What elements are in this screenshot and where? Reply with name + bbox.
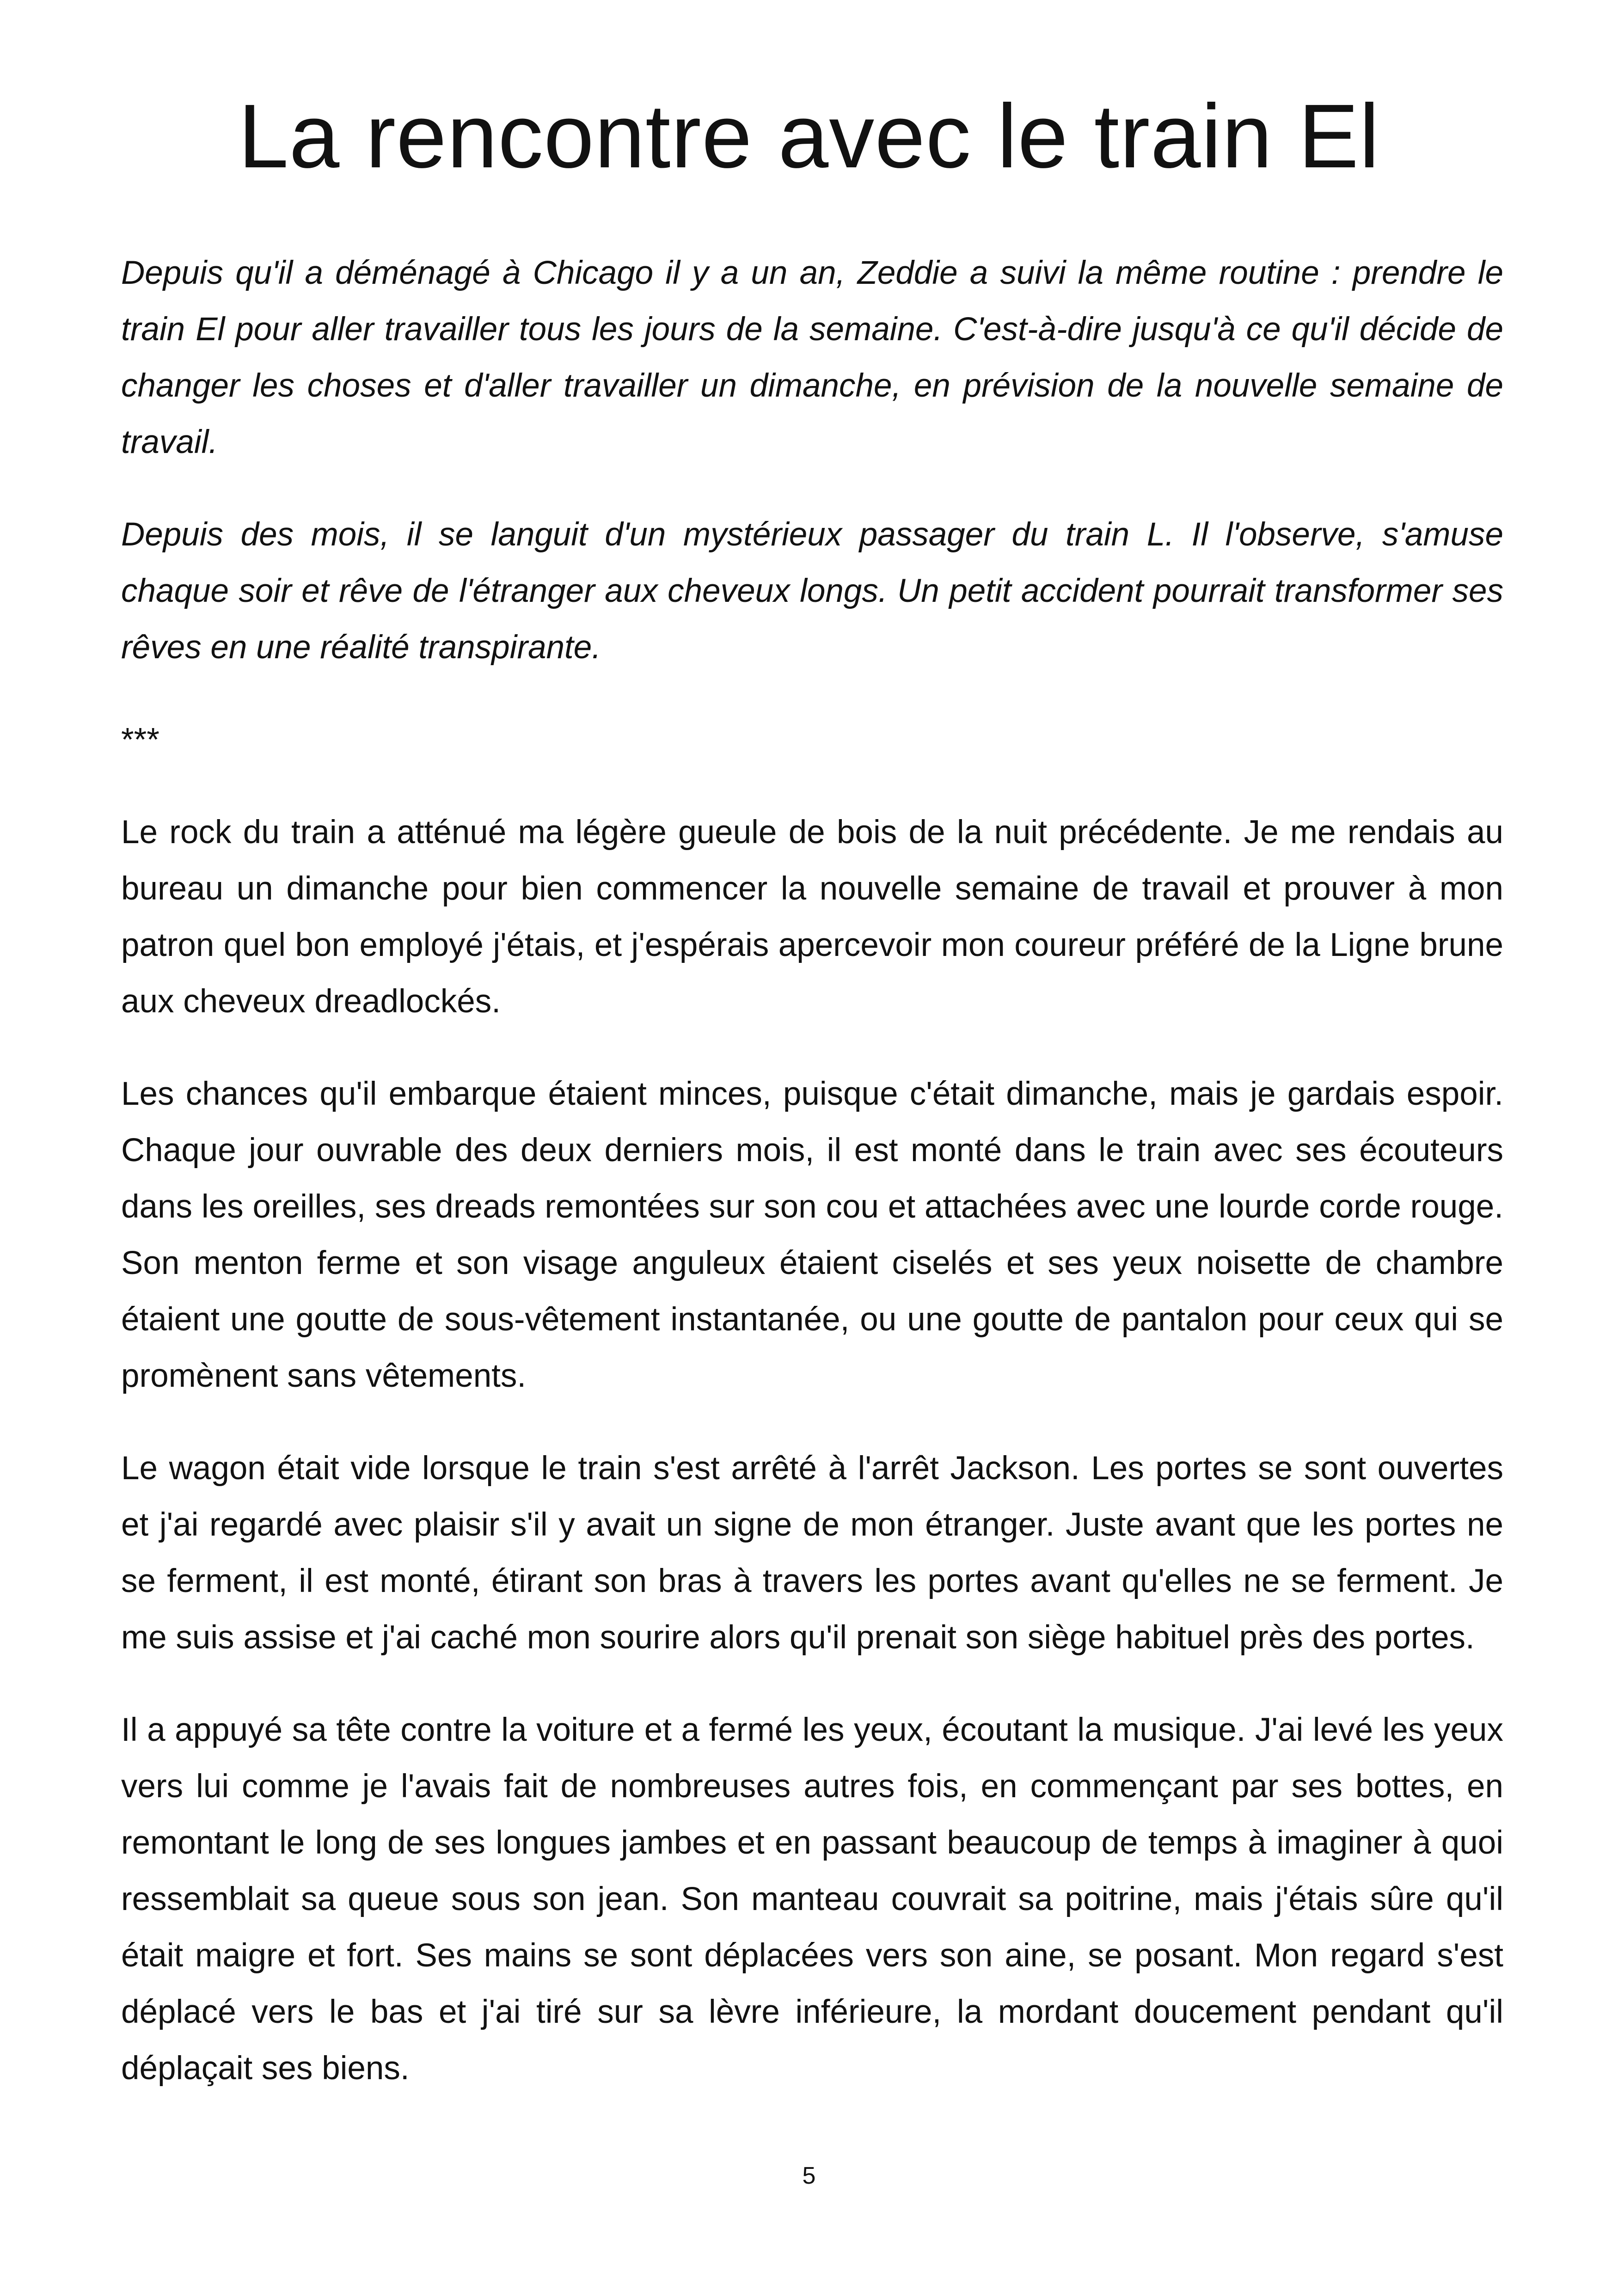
body-paragraph-4: Il a appuyé sa tête contre la voiture et a fermé les yeux, écoutant la musique. J'ai levé les yeux vers lui comme je l'avais fait de nombreuses autres fois, en commençant par ses bottes, en remontant le long de ses longues jambes et en passant beaucoup de temps à imaginer à quoi ressemblait sa queue sous son jean. Son manteau couvrait sa poitrine, mais j'étais sûre qu'il était maigre et fort. Ses mains se sont déplacées vers son aine, se posant. Mon regard s'est déplacé vers le bas et j'ai tiré sur sa lèvre inférieure, la mordant doucement pendant qu'il déplaçait ses biens. bbox=[121, 1712, 1503, 2087]
section-separator: *** bbox=[121, 722, 159, 758]
body-paragraph-2: Les chances qu'il embarque étaient minces, puisque c'était dimanche, mais je gardais espoir. Chaque jour ouvrable des deux derniers mois, il est monté dans le train avec ses écouteurs dans les oreilles, ses dreads remontées sur son cou et attachées avec une lourde corde rouge. Son menton ferme et son visage anguleux étaient ciselés et ses yeux noisette de chambre étaient une goutte de sous-vêtement instantanée, ou une goutte de pantalon pour ceux qui se promènent sans vêtements. bbox=[121, 1076, 1503, 1394]
page-number: 5 bbox=[802, 2162, 816, 2189]
body-paragraph-3: Le wagon était vide lorsque le train s'est arrêté à l'arrêt Jackson. Les portes se sont ouvertes et j'ai regardé avec plaisir s'il y avait un signe de mon étranger. Juste avant que les portes ne se ferment, il est monté, étirant son bras à travers les portes avant qu'elles ne se ferment. Je me suis assise et j'ai caché mon sourire alors qu'il prenait son siège habituel près des portes. bbox=[121, 1450, 1503, 1656]
chapter-title: La rencontre avec le train El bbox=[238, 86, 1380, 187]
body-paragraph-1: Le rock du train a atténué ma légère gueule de bois de la nuit précédente. Je me rendais au bureau un dimanche pour bien commencer la nouvelle semaine de travail et prouver à mon patron quel bon employé j'étais, et j'espérais apercevoir mon coureur préféré de la Ligne brune aux cheveux dreadlockés. bbox=[121, 814, 1503, 1020]
page-body bbox=[121, 245, 1503, 2097]
intro-paragraph-2: Depuis des mois, il se languit d'un mystérieux passager du train L. Il l'observe, s'amuse chaque soir et rêve de l'étranger aux cheveux longs. Un petit accident pourrait transformer ses rêves en une réalité transpirante. bbox=[121, 516, 1503, 666]
intro-paragraph-1: Depuis qu'il a déménagé à Chicago il y a un an, Zeddie a suivi la même routine : prendre le train El pour aller travailler tous les jours de la semaine. C'est-à-dire jusqu'à ce qu'il décide de changer les choses et d'aller travailler un dimanche, en prévision de la nouvelle semaine de travail. bbox=[121, 255, 1503, 460]
